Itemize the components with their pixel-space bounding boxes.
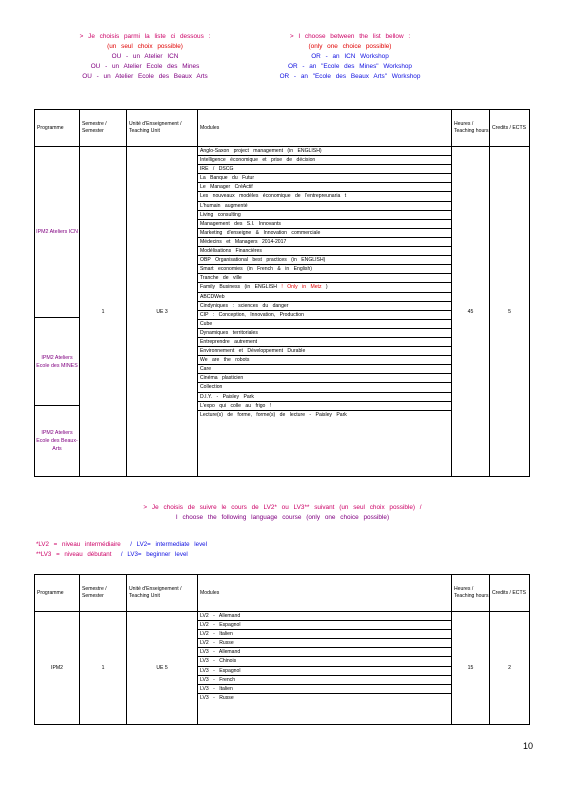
module-item: Marketing d'enseigne & Innovation commerciale [198,229,451,238]
intro-english [195,32,505,82]
module-item: Environnement et Développement Durable [198,347,451,356]
module-item: L'expo qui colle au frigo ! [198,402,451,411]
modules-cell [198,147,452,477]
module-item: La Banque du Futur [198,174,451,183]
intro-fr-line: > Je choisis parmi la liste ci dessous : [79,33,211,40]
intro-en-line: OR - an "Ecole des Mines" Workshop [287,63,412,70]
module-item: LV3 - Allemand [198,648,451,657]
module-text: Family Business (in ENGLISH [200,284,277,291]
module-item: Living consulting [198,211,451,220]
table-header-row [35,575,530,612]
modules-list [198,612,451,702]
module-item: LV3 - Italien [198,685,451,694]
table-row [35,147,530,318]
module-item: Entreprendre autrement [198,338,451,347]
header-semestre: Semestre / Semester [80,575,127,612]
semester-cell: 1 [80,147,127,477]
language-table [34,574,530,725]
module-item: LV3 - French [198,676,451,685]
module-item: We are the robots [198,356,451,365]
intro-en-line: (only one choice possible) [308,43,392,50]
module-item: LV2 - Espagnol [198,621,451,630]
header-programme: Programme [35,110,80,147]
header-heures: Heures / Teaching hours [452,110,490,147]
module-item [198,283,451,292]
module-item: OBP Organisational best practices (in ENGLISH) [198,256,451,265]
level-lv3-en: / LV3= beginner level [120,551,188,558]
modules-list [198,147,451,419]
language-intro-fr: > Je choisis de suivre le cours de LV2* ou LV3** suivant (un seul choix possible) / [143,504,422,511]
intro-en-line: OR - an ICN Workshop [311,53,389,60]
module-item: Médecins et Managers 2014-2017 [198,238,451,247]
only-in-metz-note: ! Only in Metz [281,284,322,291]
module-item: CIP : Conception, Innovation, Production [198,311,451,320]
header-credits: Credits / ECTS [490,575,530,612]
workshop-table [34,109,530,477]
module-item: Intelligence économique et prise de décision [198,156,451,165]
header-unite: Unité d'Enseignement / Teaching Unit [127,110,198,147]
programme-mines: IPM2 Ateliers Ecole des MINES [35,318,80,406]
module-item: Dynamiques territoriales [198,329,451,338]
module-item: ABCDWeb [198,293,451,302]
module-item: Tranche de ville [198,274,451,283]
language-intro [0,503,565,523]
module-item: Les nouveaux modèles économique de l'entrepreunaria t [198,192,451,201]
module-item: Cube [198,320,451,329]
module-item: Cinéma plasticien [198,374,451,383]
module-item: LV3 - Espagnol [198,667,451,676]
level-lv3 [36,550,207,560]
module-item: LV3 - Russe [200,694,234,701]
intro-en-line: > I choose between the list bellow : [289,33,411,40]
module-item: D.I.Y. - Paisley Park [198,393,451,402]
module-item: Le Manager CréActif [198,183,451,192]
module-item: LV3 - Chinois [198,657,451,666]
module-item: LV2 - Russe [198,639,451,648]
hours-cell: 45 [452,147,490,477]
header-programme: Programme [35,575,80,612]
level-lv2-en: / LV2= intermediate level [130,541,208,548]
module-item: IRE / DSCG [198,165,451,174]
table-row [35,612,530,725]
module-item: Lecture(s) de forme, forme(s) de lecture - Paisley Park [200,411,347,418]
modules-cell [198,612,452,725]
unit-cell: UE 3 [127,147,198,477]
header-unite: Unité d'Enseignement / Teaching Unit [127,575,198,612]
intro-fr-line: OU - un Atelier ICN [111,53,179,60]
module-item: Cindyniques : sciences du danger [198,302,451,311]
unit-cell: UE 5 [127,612,198,725]
hours-cell: 15 [452,612,490,725]
credits-cell: 2 [490,612,530,725]
intro-fr-line: OU - un Atelier Ecole des Beaux Arts [82,73,208,80]
workshop-intro [0,32,565,88]
programme-cell: IPM2 [35,612,80,725]
module-text: ) [325,284,328,291]
module-item: L'humain augmenté [198,202,451,211]
level-legend [36,540,207,560]
intro-en-line: OR - an "Ecole des Beaux Arts" Workshop [279,73,421,80]
header-modules: Modules [198,110,452,147]
header-credits: Credits / ECTS [490,110,530,147]
module-item: LV2 - Italien [198,630,451,639]
level-lv3-fr: **LV3 = niveau débutant [36,551,112,558]
intro-fr-line: (un seul choix possible) [107,43,183,50]
level-lv2-fr: *LV2 = niveau intermédiaire [36,541,121,548]
header-heures: Heures / Teaching hours [452,575,490,612]
semester-cell: 1 [80,612,127,725]
table-header-row [35,110,530,147]
module-item: Care [198,365,451,374]
credits-cell: 5 [490,147,530,477]
programme-icn: IPM2 Ateliers ICN [35,147,80,318]
intro-fr-line: OU - un Atelier Ecole des Mines [90,63,200,70]
level-lv2 [36,540,207,550]
header-modules: Modules [198,575,452,612]
module-item: Smart economies (in French & in English) [198,265,451,274]
module-item: Modélisations Financières [198,247,451,256]
module-item: Anglo-Saxon project management (in ENGLISH) [198,147,451,156]
module-item: Collection [198,383,451,392]
header-semestre: Semestre / Semester [80,110,127,147]
module-item: Management des S.I. Innovants [198,220,451,229]
language-intro-en: I choose the following language course (only one choice possible) [175,514,390,521]
page-number: 10 [523,741,534,751]
programme-beaux-arts: IPM2 Ateliers Ecole des Beaux-Arts [35,406,80,477]
module-item: LV2 - Allemand [198,612,451,621]
